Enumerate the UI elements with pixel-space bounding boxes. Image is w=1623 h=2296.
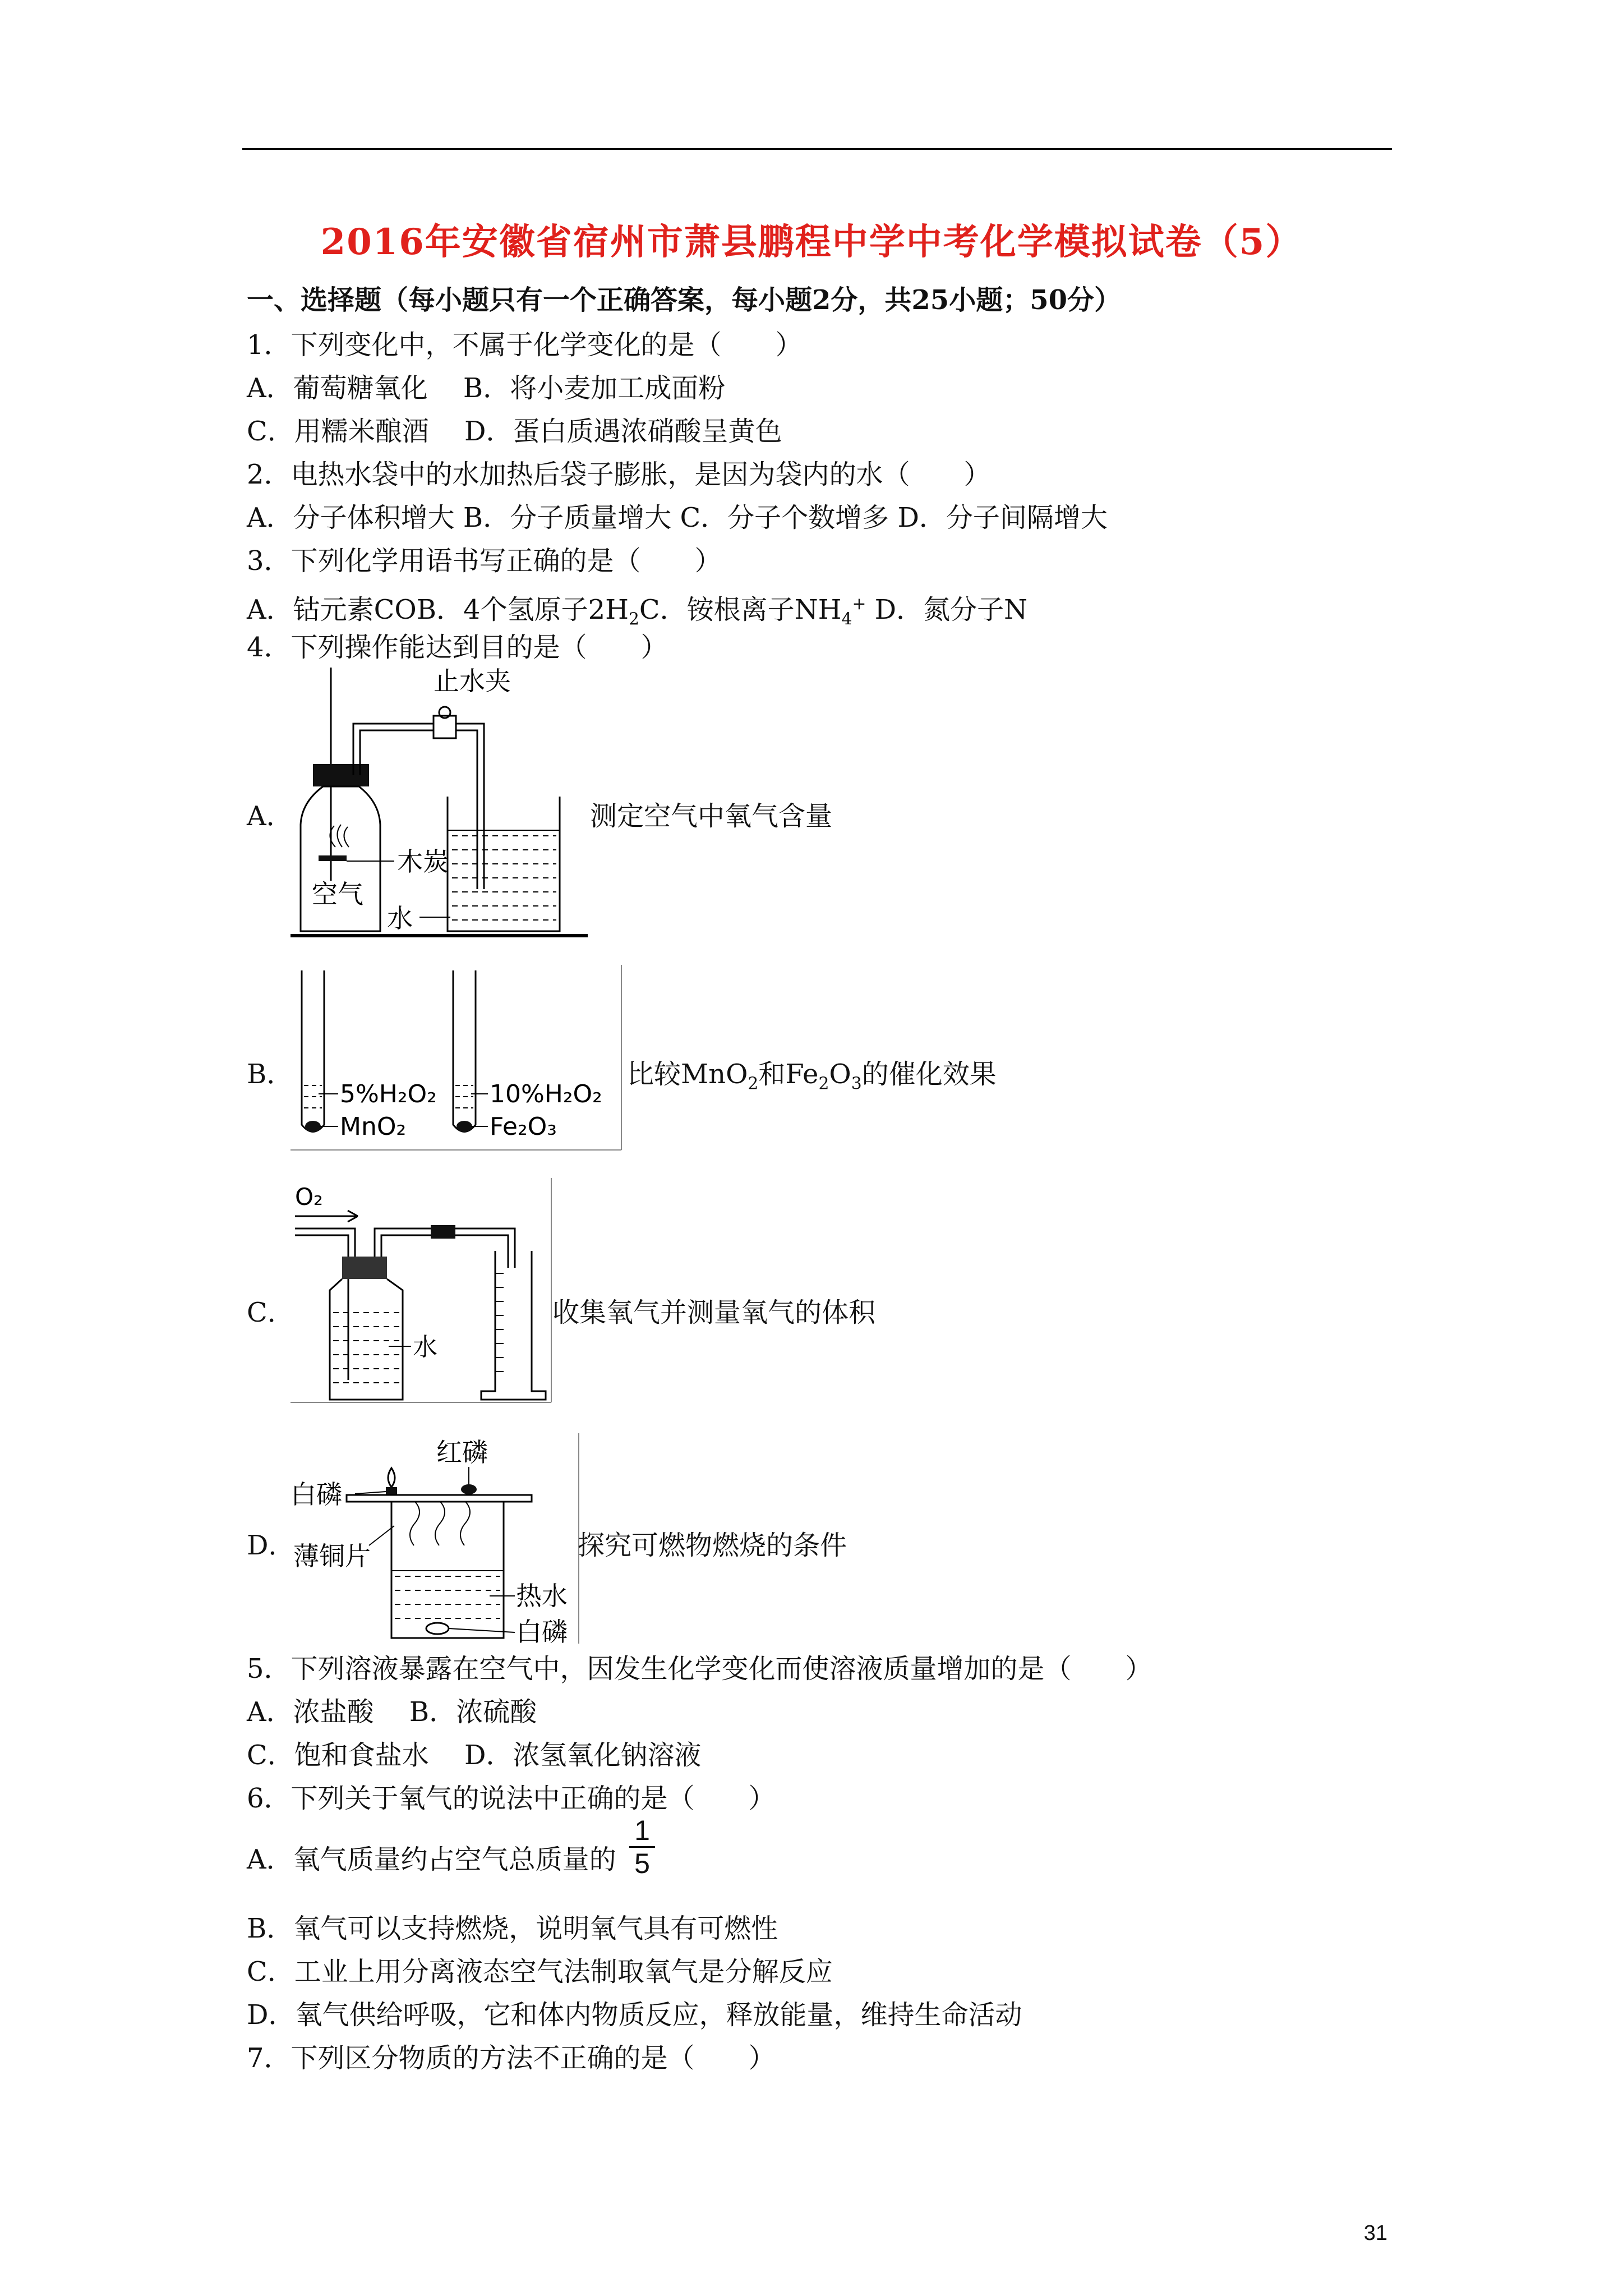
q6-option-b: B．氧气可以支持燃烧，说明氧气具有可燃性 [247,1913,778,1944]
white-p-bottom-label: 白磷 [516,1617,568,1646]
q3-option-c: C．铵根离子$NH_4^+$ [639,594,866,629]
fraction-denominator: 5 [634,1848,650,1879]
left-solution-label: 5%H₂O₂ [340,1080,437,1108]
copper-label: 薄铜片 [293,1541,371,1571]
right-solid-label: Fe₂O₃ [490,1112,557,1141]
q4-b-caption: 比较MnO$_2$和$Fe_2O_3$的催化效果 [627,1059,997,1094]
q4-d-figure [291,1433,582,1646]
q3-option-a: A．钴元素CO [247,594,417,625]
q4-c-figure [291,1178,554,1408]
header-rule [242,148,1392,150]
hot-water-label: 热水 [516,1581,568,1611]
q5-stem: 5．下列溶液暴露在空气中，因发生化学变化而使溶液质量增加的是（ ） [247,1653,1152,1685]
q6-stem: 6．下列关于氧气的说法中正确的是（ ） [247,1783,776,1814]
exam-title: 2016年安徽省宿州市萧县鹏程中学中考化学模拟试卷（5） [320,221,1303,263]
q6-option-c: C．工业上用分离液态空气法制取氧气是分解反应 [247,1956,833,1987]
clamp-label: 止水夹 [434,668,511,696]
water-label: 水 [387,903,413,933]
air-label: 空气 [312,879,363,909]
q2-options: A．分子体积增大 B．分子质量增大 C．分子个数增多 D．分子间隔增大 [247,502,1108,533]
q6-option-d: D．氧气供给呼吸，它和体内物质反应，释放能量，维持生命活动 [247,1999,1022,2031]
q4-d-label: D． [247,1530,296,1561]
fraction-numerator: 1 [634,1815,650,1846]
q6-fraction [629,1815,655,1879]
q4-c-caption: 收集氧气并测量氧气的体积 [552,1297,876,1328]
q3-options [247,587,1027,637]
q4-d-caption: 探究可燃物燃烧的条件 [578,1530,847,1561]
q3-stem: 3．下列化学用语书写正确的是（ ） [247,545,722,577]
q2-stem: 2．电热水袋中的水加热后袋子膨胀，是因为袋内的水（ ） [247,459,991,490]
q4-b-label: B． [247,1059,294,1090]
q4-a-caption: 测定空气中氧气含量 [590,800,833,832]
q1-options-ab: A．葡萄糖氧化 B．将小麦加工成面粉 [247,372,726,404]
right-solution-label: 10%H₂O₂ [490,1080,602,1108]
q4-a-figure [291,668,588,942]
q3-option-d: D．氮分子N [866,594,1028,625]
q4-c-label: C． [247,1297,294,1328]
gas-label: O₂ [295,1183,323,1211]
q4-b-figure [291,965,623,1153]
page-number: 31 [1363,2221,1387,2245]
left-solid-label: MnO₂ [340,1112,407,1141]
q7-stem: 7．下列区分物质的方法不正确的是（ ） [247,2042,776,2074]
q5-options-ab: A．浓盐酸 B．浓硫酸 [247,1696,537,1728]
water-label-c: 水 [413,1333,437,1361]
q4-a-label: A． [247,800,293,832]
q1-options-cd: C．用糯米酿酒 D．蛋白质遇浓硝酸呈黄色 [247,416,782,447]
q3-option-b: B．4个氢原子$2H_2$ [416,594,639,629]
charcoal-label: 木炭 [397,846,449,877]
q1-stem: 1．下列变化中，不属于化学变化的是（ ） [247,329,803,361]
section-heading: 一、选择题（每小题只有一个正确答案，每小题2分，共25小题；50分） [247,284,1121,316]
q4-stem: 4．下列操作能达到目的是（ ） [247,632,668,663]
q6-option-a: A．氧气质量约占空气总质量的 [247,1844,616,1875]
q5-options-cd: C．饱和食盐水 D．浓氢氧化钠溶液 [247,1740,702,1771]
white-p-top-label: 白磷 [291,1479,342,1510]
red-p-label: 红磷 [436,1437,488,1467]
